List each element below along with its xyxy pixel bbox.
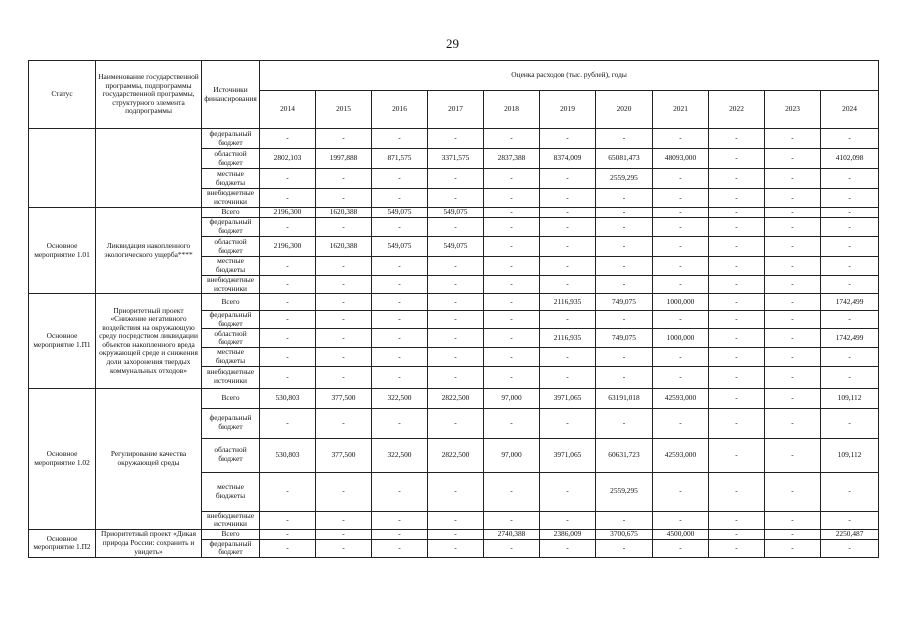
value-cell: - bbox=[765, 257, 821, 276]
value-cell: - bbox=[821, 311, 879, 329]
header-source: Источники финансирования bbox=[202, 61, 260, 129]
status-cell: Основное мероприятие 1.02 bbox=[29, 388, 96, 529]
name-cell: Приоритетный проект «Дикая природа России: сохранить и увидеть» bbox=[96, 529, 202, 557]
value-cell: - bbox=[484, 348, 540, 366]
value-cell: - bbox=[428, 539, 484, 557]
value-cell: 749,075 bbox=[596, 294, 653, 311]
value-cell: - bbox=[484, 257, 540, 276]
value-cell: 530,803 bbox=[260, 438, 316, 472]
value-cell: 749,075 bbox=[596, 329, 653, 348]
source-cell: областной бюджет bbox=[202, 149, 260, 169]
value-cell: - bbox=[316, 257, 372, 276]
value-cell: - bbox=[428, 311, 484, 329]
source-cell: внебюджетные источники bbox=[202, 276, 260, 294]
value-cell: - bbox=[428, 169, 484, 189]
value-cell: 48093,000 bbox=[653, 149, 709, 169]
value-cell: - bbox=[765, 348, 821, 366]
value-cell: - bbox=[372, 189, 428, 208]
value-cell: - bbox=[484, 169, 540, 189]
value-cell: - bbox=[596, 276, 653, 294]
name-cell: Ликвидация накопленного экологического ущерба**** bbox=[96, 208, 202, 294]
value-cell: - bbox=[316, 189, 372, 208]
value-cell: - bbox=[428, 511, 484, 529]
value-cell: - bbox=[540, 408, 596, 438]
value-cell: - bbox=[765, 329, 821, 348]
source-cell: местные бюджеты bbox=[202, 257, 260, 276]
value-cell: - bbox=[428, 294, 484, 311]
value-cell: - bbox=[484, 294, 540, 311]
header-estimate: Оценка расходов (тыс. рублей), годы bbox=[260, 61, 879, 91]
value-cell: - bbox=[260, 257, 316, 276]
value-cell: - bbox=[260, 276, 316, 294]
status-cell bbox=[29, 129, 96, 208]
value-cell: 549,075 bbox=[372, 237, 428, 257]
name-cell bbox=[96, 129, 202, 208]
source-cell: областной бюджет bbox=[202, 329, 260, 348]
header-name: Наименование государственной программы, подпрограммы государственной программы, структурного элемента подпрограммы bbox=[96, 61, 202, 129]
value-cell: - bbox=[372, 257, 428, 276]
value-cell: - bbox=[316, 472, 372, 511]
value-cell: - bbox=[765, 408, 821, 438]
value-cell: - bbox=[484, 237, 540, 257]
value-cell: - bbox=[596, 218, 653, 237]
value-cell: - bbox=[428, 257, 484, 276]
value-cell: - bbox=[709, 311, 765, 329]
name-cell: Регулирование качества окружающей среды bbox=[96, 388, 202, 529]
value-cell: 42593,000 bbox=[653, 438, 709, 472]
value-cell: - bbox=[316, 529, 372, 539]
value-cell: - bbox=[709, 208, 765, 218]
value-cell: - bbox=[653, 129, 709, 149]
value-cell: 2116,935 bbox=[540, 329, 596, 348]
value-cell: - bbox=[821, 472, 879, 511]
value-cell: - bbox=[260, 511, 316, 529]
value-cell: 2837,388 bbox=[484, 149, 540, 169]
value-cell: - bbox=[709, 329, 765, 348]
value-cell: - bbox=[260, 129, 316, 149]
value-cell: 2740,388 bbox=[484, 529, 540, 539]
value-cell: - bbox=[653, 472, 709, 511]
value-cell: - bbox=[316, 129, 372, 149]
value-cell: - bbox=[260, 529, 316, 539]
source-cell: местные бюджеты bbox=[202, 169, 260, 189]
value-cell: - bbox=[765, 189, 821, 208]
value-cell: 109,112 bbox=[821, 388, 879, 408]
value-cell: - bbox=[372, 218, 428, 237]
value-cell: 63191,018 bbox=[596, 388, 653, 408]
value-cell: - bbox=[653, 189, 709, 208]
value-cell: - bbox=[372, 529, 428, 539]
source-cell: Всего bbox=[202, 529, 260, 539]
value-cell: - bbox=[765, 366, 821, 388]
value-cell: 871,575 bbox=[372, 149, 428, 169]
value-cell: 42593,000 bbox=[653, 388, 709, 408]
value-cell: 2386,009 bbox=[540, 529, 596, 539]
value-cell: - bbox=[260, 189, 316, 208]
value-cell: - bbox=[653, 539, 709, 557]
value-cell: 1000,000 bbox=[653, 329, 709, 348]
value-cell: - bbox=[821, 408, 879, 438]
value-cell: 1997,888 bbox=[316, 149, 372, 169]
value-cell: - bbox=[596, 408, 653, 438]
value-cell: - bbox=[765, 208, 821, 218]
status-cell: Основное мероприятие 1.П1 bbox=[29, 294, 96, 388]
value-cell: - bbox=[821, 539, 879, 557]
table-row bbox=[29, 529, 879, 539]
value-cell: - bbox=[596, 348, 653, 366]
name-cell: Приоритетный проект «Снижение негативного воздействия на окружающую среду посредством ликвидации объектов накопленного вреда окружающей среде и снижения доли захоронения твердых коммунальных отходов» bbox=[96, 294, 202, 388]
value-cell: - bbox=[540, 129, 596, 149]
value-cell: 2802,103 bbox=[260, 149, 316, 169]
value-cell: - bbox=[484, 276, 540, 294]
value-cell: - bbox=[765, 276, 821, 294]
value-cell: - bbox=[316, 169, 372, 189]
value-cell: 1742,499 bbox=[821, 329, 879, 348]
value-cell: - bbox=[540, 311, 596, 329]
value-cell: - bbox=[821, 276, 879, 294]
value-cell: 2559,295 bbox=[596, 169, 653, 189]
value-cell: - bbox=[709, 348, 765, 366]
value-cell: - bbox=[765, 237, 821, 257]
source-cell: областной бюджет bbox=[202, 438, 260, 472]
value-cell: - bbox=[765, 529, 821, 539]
value-cell: 3700,675 bbox=[596, 529, 653, 539]
value-cell: - bbox=[316, 348, 372, 366]
value-cell: - bbox=[596, 189, 653, 208]
value-cell: - bbox=[428, 408, 484, 438]
value-cell: - bbox=[372, 169, 428, 189]
value-cell: - bbox=[260, 408, 316, 438]
value-cell: 2196,300 bbox=[260, 208, 316, 218]
source-cell: федеральный бюджет bbox=[202, 408, 260, 438]
value-cell: 549,075 bbox=[428, 237, 484, 257]
value-cell: - bbox=[709, 438, 765, 472]
value-cell: - bbox=[540, 348, 596, 366]
value-cell: - bbox=[765, 539, 821, 557]
value-cell: - bbox=[260, 539, 316, 557]
value-cell: - bbox=[540, 257, 596, 276]
value-cell: - bbox=[653, 348, 709, 366]
value-cell: - bbox=[653, 237, 709, 257]
value-cell: - bbox=[709, 366, 765, 388]
source-cell: федеральный бюджет bbox=[202, 539, 260, 557]
year-cell: 2019 bbox=[540, 91, 596, 129]
value-cell: - bbox=[428, 218, 484, 237]
value-cell: - bbox=[484, 539, 540, 557]
value-cell: - bbox=[484, 472, 540, 511]
source-cell: местные бюджеты bbox=[202, 348, 260, 366]
value-cell: - bbox=[821, 218, 879, 237]
value-cell: - bbox=[709, 237, 765, 257]
value-cell: - bbox=[765, 294, 821, 311]
value-cell: - bbox=[709, 169, 765, 189]
value-cell: - bbox=[372, 511, 428, 529]
value-cell: 530,803 bbox=[260, 388, 316, 408]
value-cell: - bbox=[596, 311, 653, 329]
value-cell: - bbox=[540, 208, 596, 218]
value-cell: - bbox=[540, 276, 596, 294]
value-cell: - bbox=[709, 218, 765, 237]
value-cell: 60631,723 bbox=[596, 438, 653, 472]
source-cell: внебюджетные источники bbox=[202, 511, 260, 529]
value-cell: - bbox=[653, 169, 709, 189]
value-cell: - bbox=[484, 189, 540, 208]
year-cell: 2024 bbox=[821, 91, 879, 129]
year-cell: 2021 bbox=[653, 91, 709, 129]
year-cell: 2022 bbox=[709, 91, 765, 129]
value-cell: - bbox=[428, 348, 484, 366]
value-cell: 2250,487 bbox=[821, 529, 879, 539]
year-cell: 2014 bbox=[260, 91, 316, 129]
status-cell: Основное мероприятие 1.01 bbox=[29, 208, 96, 294]
value-cell: - bbox=[765, 438, 821, 472]
source-cell: местные бюджеты bbox=[202, 472, 260, 511]
source-cell: Всего bbox=[202, 208, 260, 218]
year-cell: 2016 bbox=[372, 91, 428, 129]
value-cell: - bbox=[709, 189, 765, 208]
source-cell: областной бюджет bbox=[202, 237, 260, 257]
source-cell: Всего bbox=[202, 388, 260, 408]
value-cell: - bbox=[316, 366, 372, 388]
value-cell: 1620,388 bbox=[316, 237, 372, 257]
value-cell: - bbox=[260, 294, 316, 311]
value-cell: - bbox=[709, 472, 765, 511]
value-cell: 322,500 bbox=[372, 388, 428, 408]
value-cell: - bbox=[653, 366, 709, 388]
value-cell: 1620,388 bbox=[316, 208, 372, 218]
value-cell: - bbox=[653, 511, 709, 529]
value-cell: - bbox=[709, 388, 765, 408]
value-cell: - bbox=[484, 208, 540, 218]
value-cell: - bbox=[653, 276, 709, 294]
value-cell: - bbox=[316, 511, 372, 529]
value-cell: - bbox=[428, 472, 484, 511]
value-cell: - bbox=[316, 539, 372, 557]
value-cell: - bbox=[540, 237, 596, 257]
value-cell: - bbox=[596, 257, 653, 276]
value-cell: - bbox=[484, 366, 540, 388]
value-cell: 377,500 bbox=[316, 388, 372, 408]
value-cell: - bbox=[596, 366, 653, 388]
value-cell: - bbox=[428, 189, 484, 208]
value-cell: - bbox=[596, 129, 653, 149]
value-cell: - bbox=[709, 539, 765, 557]
value-cell: - bbox=[540, 169, 596, 189]
value-cell: 549,075 bbox=[428, 208, 484, 218]
value-cell: - bbox=[484, 408, 540, 438]
value-cell: 97,000 bbox=[484, 388, 540, 408]
value-cell: - bbox=[821, 511, 879, 529]
value-cell: - bbox=[540, 511, 596, 529]
value-cell: - bbox=[260, 311, 316, 329]
value-cell: - bbox=[260, 348, 316, 366]
year-cell: 2018 bbox=[484, 91, 540, 129]
value-cell: - bbox=[709, 149, 765, 169]
value-cell: - bbox=[372, 539, 428, 557]
budget-table bbox=[28, 60, 879, 558]
value-cell: 109,112 bbox=[821, 438, 879, 472]
value-cell: - bbox=[765, 388, 821, 408]
value-cell: - bbox=[709, 529, 765, 539]
value-cell: - bbox=[821, 169, 879, 189]
value-cell: - bbox=[653, 218, 709, 237]
value-cell: - bbox=[653, 208, 709, 218]
source-cell: федеральный бюджет bbox=[202, 311, 260, 329]
value-cell: - bbox=[316, 276, 372, 294]
value-cell: - bbox=[428, 329, 484, 348]
value-cell: 2822,500 bbox=[428, 388, 484, 408]
value-cell: - bbox=[260, 472, 316, 511]
value-cell: 1000,000 bbox=[653, 294, 709, 311]
value-cell: - bbox=[428, 129, 484, 149]
value-cell: - bbox=[765, 511, 821, 529]
year-cell: 2023 bbox=[765, 91, 821, 129]
value-cell: - bbox=[260, 366, 316, 388]
value-cell: - bbox=[316, 329, 372, 348]
value-cell: - bbox=[540, 218, 596, 237]
value-cell: - bbox=[596, 208, 653, 218]
value-cell: - bbox=[372, 294, 428, 311]
value-cell: 8374,009 bbox=[540, 149, 596, 169]
value-cell: - bbox=[709, 294, 765, 311]
value-cell: - bbox=[821, 366, 879, 388]
value-cell: - bbox=[596, 511, 653, 529]
value-cell: - bbox=[765, 218, 821, 237]
value-cell: 322,500 bbox=[372, 438, 428, 472]
value-cell: 549,075 bbox=[372, 208, 428, 218]
value-cell: 3971,065 bbox=[540, 388, 596, 408]
value-cell: 2559,295 bbox=[596, 472, 653, 511]
value-cell: - bbox=[709, 511, 765, 529]
header-status: Статус bbox=[29, 61, 96, 129]
value-cell: - bbox=[709, 408, 765, 438]
value-cell: - bbox=[765, 311, 821, 329]
value-cell: - bbox=[372, 348, 428, 366]
value-cell: 3971,065 bbox=[540, 438, 596, 472]
value-cell: - bbox=[821, 189, 879, 208]
year-cell: 2017 bbox=[428, 91, 484, 129]
value-cell: - bbox=[260, 218, 316, 237]
value-cell: - bbox=[428, 529, 484, 539]
value-cell: - bbox=[653, 408, 709, 438]
value-cell: - bbox=[596, 539, 653, 557]
table-row bbox=[29, 208, 879, 218]
year-cell: 2020 bbox=[596, 91, 653, 129]
value-cell: - bbox=[484, 129, 540, 149]
value-cell: - bbox=[653, 257, 709, 276]
source-cell: внебюджетные источники bbox=[202, 189, 260, 208]
value-cell: - bbox=[372, 311, 428, 329]
value-cell: 2196,300 bbox=[260, 237, 316, 257]
status-cell: Основное мероприятие 1.П2 bbox=[29, 529, 96, 557]
value-cell: - bbox=[316, 311, 372, 329]
value-cell: 377,500 bbox=[316, 438, 372, 472]
value-cell: - bbox=[372, 472, 428, 511]
value-cell: - bbox=[596, 237, 653, 257]
value-cell: - bbox=[765, 149, 821, 169]
value-cell: - bbox=[484, 218, 540, 237]
value-cell: - bbox=[540, 472, 596, 511]
page-number: 29 bbox=[446, 36, 459, 51]
value-cell: 2822,500 bbox=[428, 438, 484, 472]
value-cell: 65081,473 bbox=[596, 149, 653, 169]
source-cell: Всего bbox=[202, 294, 260, 311]
value-cell: - bbox=[372, 366, 428, 388]
value-cell: - bbox=[316, 294, 372, 311]
value-cell: - bbox=[316, 218, 372, 237]
value-cell: - bbox=[821, 237, 879, 257]
value-cell: - bbox=[372, 129, 428, 149]
value-cell: - bbox=[484, 511, 540, 529]
value-cell: 4102,098 bbox=[821, 149, 879, 169]
value-cell: - bbox=[372, 408, 428, 438]
table-row bbox=[29, 129, 879, 149]
source-cell: федеральный бюджет bbox=[202, 218, 260, 237]
value-cell: - bbox=[821, 257, 879, 276]
value-cell: - bbox=[484, 311, 540, 329]
value-cell: - bbox=[765, 169, 821, 189]
source-cell: федеральный бюджет bbox=[202, 129, 260, 149]
year-cell: 2015 bbox=[316, 91, 372, 129]
value-cell: - bbox=[428, 366, 484, 388]
value-cell: - bbox=[821, 129, 879, 149]
value-cell: 4500,000 bbox=[653, 529, 709, 539]
value-cell: 1742,499 bbox=[821, 294, 879, 311]
value-cell: - bbox=[765, 472, 821, 511]
value-cell: - bbox=[653, 311, 709, 329]
value-cell: - bbox=[260, 169, 316, 189]
value-cell: - bbox=[821, 208, 879, 218]
value-cell: - bbox=[709, 257, 765, 276]
source-cell: внебюджетные источники bbox=[202, 366, 260, 388]
value-cell: 3371,575 bbox=[428, 149, 484, 169]
value-cell: - bbox=[540, 539, 596, 557]
value-cell: - bbox=[428, 276, 484, 294]
header-row bbox=[29, 61, 879, 91]
value-cell: - bbox=[821, 348, 879, 366]
value-cell: - bbox=[540, 366, 596, 388]
value-cell: 2116,935 bbox=[540, 294, 596, 311]
value-cell: - bbox=[484, 329, 540, 348]
table-row bbox=[29, 388, 879, 408]
value-cell: - bbox=[316, 408, 372, 438]
value-cell: - bbox=[372, 276, 428, 294]
table-row bbox=[29, 294, 879, 311]
value-cell: - bbox=[372, 329, 428, 348]
value-cell: - bbox=[765, 129, 821, 149]
value-cell: - bbox=[709, 276, 765, 294]
value-cell: - bbox=[540, 189, 596, 208]
value-cell: 97,000 bbox=[484, 438, 540, 472]
value-cell: - bbox=[260, 329, 316, 348]
value-cell: - bbox=[709, 129, 765, 149]
